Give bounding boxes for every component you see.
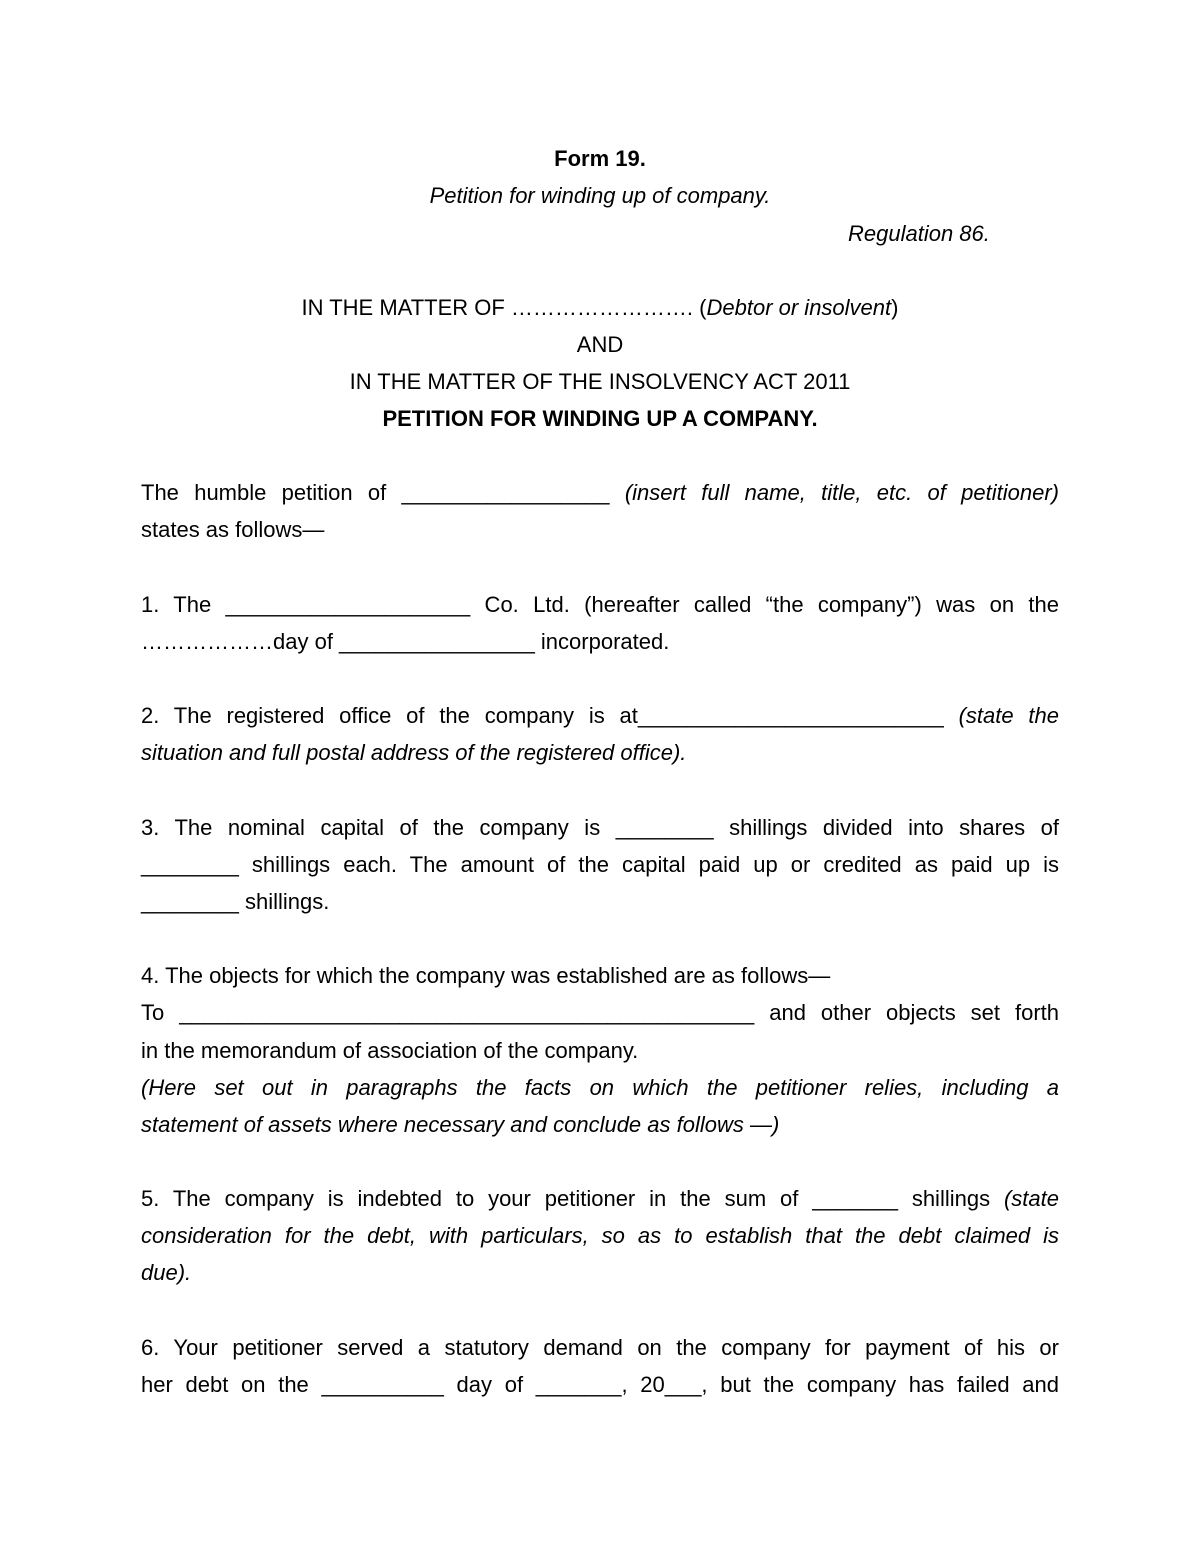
para-2-italic: (state the [958, 703, 1060, 728]
para-5-italic: (state [1003, 1186, 1059, 1211]
matter-of-italic: Debtor or insolvent [706, 295, 892, 320]
intro-line-2: states as follows— [141, 517, 325, 542]
para-4-line-4: (Here set out in paragraphs the facts on which the petitioner relies, including a [141, 1075, 1059, 1100]
matter-of-text: IN THE MATTER OF ……………………. ( [301, 295, 707, 320]
intro-text: The humble petition of _________________ [141, 480, 625, 505]
para-2-line-2: situation and full postal address of the registered office). [141, 740, 687, 765]
para-4-line-1: 4. The objects for which the company was established are as follows— [141, 963, 831, 988]
para-2-text: 2. The registered office of the company is at_________________________ [141, 703, 959, 728]
para-6-line-2: her debt on the __________ day of _______, 20___, but the company has failed and [141, 1372, 1059, 1397]
para-3-line-3: ________ shillings. [141, 889, 330, 914]
para-1-line-1: 1. The ____________________ Co. Ltd. (hereafter called “the company”) was on the [141, 592, 1059, 617]
para-4-line-3: in the memorandum of association of the company. [141, 1038, 639, 1063]
para-3-line-2: ________ shillings each. The amount of the capital paid up or credited as paid up is [141, 852, 1059, 877]
intro-line-1 [141, 480, 1059, 506]
para-4-line-5: statement of assets where necessary and conclude as follows —) [141, 1112, 780, 1137]
para-6-line-1: 6. Your petitioner served a statutory demand on the company for payment of his or [141, 1335, 1059, 1360]
and-heading: AND [576, 332, 624, 357]
para-2-line-1 [141, 703, 1059, 729]
para-3-line-1: 3. The nominal capital of the company is ________ shillings divided into shares of [141, 815, 1059, 840]
petition-title: PETITION FOR WINDING UP A COMPANY. [382, 406, 818, 431]
para-1-line-2: ………………day of ________________ incorporated. [141, 629, 670, 654]
matter-of-close: ) [891, 295, 899, 320]
para-5-line-1 [141, 1186, 1059, 1212]
para-5-line-2: consideration for the debt, with particulars, so as to establish that the debt claimed is [141, 1223, 1059, 1248]
para-4-line-2: To _______________________________________________ and other objects set forth [141, 1000, 1059, 1025]
form-subtitle: Petition for winding up of company. [429, 183, 771, 208]
act-heading: IN THE MATTER OF THE INSOLVENCY ACT 2011 [349, 369, 851, 394]
para-5-line-3: due). [141, 1260, 192, 1285]
intro-italic: (insert full name, title, etc. of petitioner) [624, 480, 1059, 505]
regulation-reference: Regulation 86. [848, 221, 990, 246]
para-5-text: 5. The company is indebted to your petitioner in the sum of _______ shillings [141, 1186, 1004, 1211]
matter-of-debtor [0, 295, 1200, 321]
form-number: Form 19. [554, 146, 646, 171]
